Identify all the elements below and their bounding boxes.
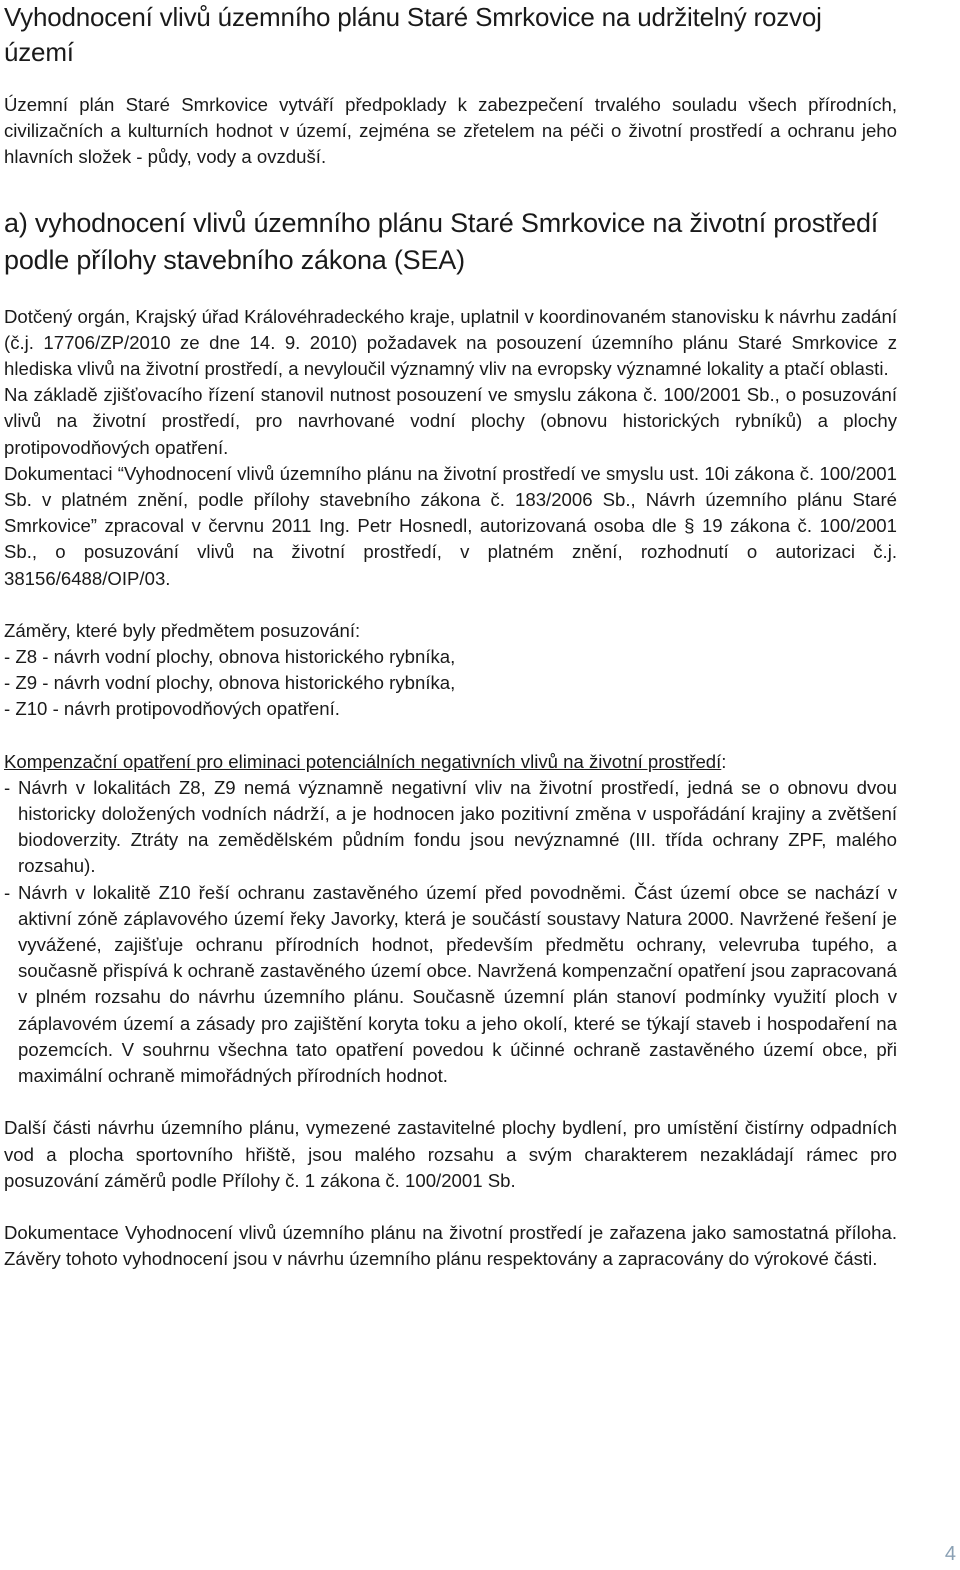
list-item: - Z9 - návrh vodní plochy, obnova historického rybníka, bbox=[4, 672, 456, 694]
kompenzace-block bbox=[4, 749, 897, 1090]
kompenzace-heading-text: Kompenzační opatření pro eliminaci potenciálních negativních vlivů na životní prostředí bbox=[4, 750, 722, 772]
intro-paragraph: Územní plán Staré Smrkovice vytváří předpoklady k zabezpečení trvalého souladu všech přírodních, civilizačních a kulturních hodnot v území, zejména se zřetelem na péči o životní prostředí a ochranu jeho hlavních složek - půdy, vody a ovzduší. bbox=[4, 94, 897, 168]
list-item: - Z8 - návrh vodní plochy, obnova historického rybníka, bbox=[4, 646, 456, 668]
list-item-text: Návrh v lokalitě Z10 řeší ochranu zastavěného území před povodněmi. Část území obce se nachází v aktivní zóně záplavového území řeky Javorky, která je součástí soustavy Natura 2000. Navržené řešení je vyvážené, zajišťuje ochranu přírodních hodnot, především předmětu ochrany, velevruba tupého, a současně přispívá k ochraně zastavěného území obce. Navržená kompenzační opatření jsou zapracovaná v plném rozsahu do návrhu územního plánu. Současně územní plán stanoví podmínky využití ploch v záplavovém území a zásady pro zajištění koryta toku a jeho okolí, které se týkají staveb i hospodaření na pozemcích. V souhrnu všechna tato opatření povedou k účinné ochraně zastavěného území obce, při maximální ochraně mimořádných přírodních hodnot. bbox=[18, 881, 897, 1087]
kompenzace-heading bbox=[4, 749, 897, 775]
list-item: - Z10 - návrh protipovodňových opatření. bbox=[4, 698, 340, 720]
dokumentace-paragraph: Dokumentace Vyhodnocení vlivů územního plánu na životní prostředí je zařazena jako samostatná příloha. Závěry tohoto vyhodnocení jsou v návrhu územního plánu respektovány a zapracovány do výrokové části. bbox=[4, 1221, 897, 1270]
kompenzace-heading-colon: : bbox=[721, 750, 727, 772]
document-page bbox=[4, 0, 897, 1272]
list-dash: - bbox=[4, 776, 11, 798]
list-item-text: Návrh v lokalitách Z8, Z9 nemá významně negativní vliv na životní prostředí, jedná se o obnovu dvou historicky doložených vodních nádrží, a je hodnocen jako pozitivní změna v uspořádání krajiny a zvětšení biodoverzity. Ztráty na zemědělském půdním fondu jsou nevýznamné (III. třída ochrany ZPF, malého rozsahu). bbox=[18, 776, 897, 877]
section-a-paragraph: Dotčený orgán, Krajský úřad Královéhradeckého kraje, uplatnil v koordinovaném stanovisku k návrhu zadání (č.j. 17706/ZP/2010 ze dne 14. 9. 2010) požadavek na posouzení územního plánu Staré Smrkovice z hlediska vlivů na životní prostředí, a nevyloučil významný vliv na evropsky významné lokality a ptačí oblasti. bbox=[4, 305, 897, 380]
list-item bbox=[4, 775, 897, 880]
section-a-body bbox=[4, 304, 897, 592]
page-title: Vyhodnocení vlivů územního plánu Staré Smrkovice na udržitelný rozvoj území bbox=[4, 2, 822, 67]
zamery-block bbox=[4, 618, 897, 723]
zamery-list bbox=[4, 644, 897, 723]
section-a-paragraph: Na základě zjišťovacího řízení stanovil nutnost posouzení ve smyslu zákona č. 100/2001 Sb., o posuzování vlivů na životní prostředí, pro navrhované vodní plochy (obnovu historických rybníků) a plochy protipovodňových opatření. bbox=[4, 384, 897, 458]
zamery-heading: Záměry, které byly předmětem posuzování: bbox=[4, 619, 361, 641]
kompenzace-list bbox=[4, 775, 897, 1089]
dalsi-paragraph: Další části návrhu územního plánu, vymezené zastavitelné plochy bydlení, pro umístění čistírny odpadních vod a plocha sportovního hřiště, jsou malého rozsahu a svým charakterem nezakládají rámec pro posuzování záměrů podle Přílohy č. 1 zákona č. 100/2001 Sb. bbox=[4, 1117, 897, 1191]
list-dash: - bbox=[4, 881, 11, 903]
list-item bbox=[4, 880, 897, 1090]
section-a-heading: a) vyhodnocení vlivů územního plánu Staré Smrkovice na životní prostředí podle přílohy stavebního zákona (SEA) bbox=[4, 207, 879, 275]
section-a-paragraph: Dokumentaci “Vyhodnocení vlivů územního plánu na životní prostředí ve smyslu ust. 10i zákona č. 100/2001 Sb. v platném znění, podle přílohy stavebního zákona č. 183/2006 Sb., Návrh územního plánu Staré Smrkovice” zpracoval v červnu 2011 Ing. Petr Hosnedl, autorizovaná osoba dle § 19 zákona č. 100/2001 Sb., o posuzování vlivů na životní prostředí, v platném znění, rozhodnutí o autorizaci č.j. 38156/6488/OIP/03. bbox=[4, 462, 897, 589]
page-number: 4 bbox=[944, 1543, 956, 1565]
